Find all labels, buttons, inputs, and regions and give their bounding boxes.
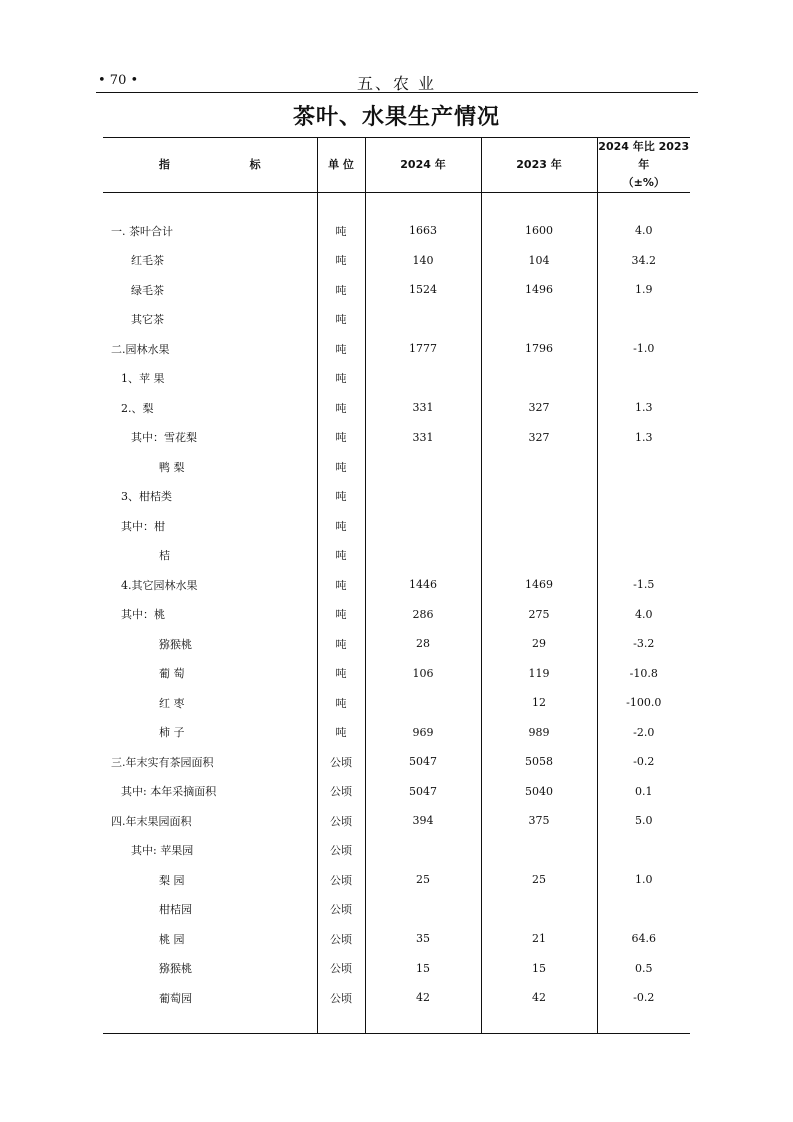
data-table-container bbox=[103, 137, 690, 1034]
table-row bbox=[103, 275, 690, 305]
row-2023-cell bbox=[481, 836, 597, 866]
row-change-cell bbox=[597, 895, 690, 925]
row-2023-cell: 29 bbox=[481, 629, 597, 659]
row-2024-cell: 15 bbox=[365, 954, 481, 984]
row-2024-cell bbox=[365, 836, 481, 866]
table-row bbox=[103, 659, 690, 689]
row-2024-cell: 1777 bbox=[365, 334, 481, 364]
row-2023-cell: 21 bbox=[481, 924, 597, 954]
row-unit-cell: 吨 bbox=[317, 334, 365, 364]
row-change-cell: 1.3 bbox=[597, 423, 690, 453]
row-unit-cell: 公顷 bbox=[317, 924, 365, 954]
row-indicator-cell: 四.年末果园面积 bbox=[111, 814, 192, 828]
row-2023-cell: 119 bbox=[481, 659, 597, 689]
row-change-cell: -1.5 bbox=[597, 570, 690, 600]
table-row bbox=[103, 747, 690, 777]
table-row bbox=[103, 836, 690, 866]
row-2023-cell bbox=[481, 895, 597, 925]
row-2024-cell bbox=[365, 541, 481, 571]
row-indicator-cell: 3、柑桔类 bbox=[121, 490, 172, 504]
row-unit-cell: 吨 bbox=[317, 364, 365, 394]
row-unit-cell: 吨 bbox=[317, 246, 365, 276]
row-indicator-cell: 2.、梨 bbox=[121, 401, 154, 415]
row-2024-cell: 286 bbox=[365, 600, 481, 630]
row-2023-cell bbox=[481, 452, 597, 482]
table-row bbox=[103, 364, 690, 394]
column-header-indicator bbox=[103, 138, 317, 193]
row-unit-cell: 吨 bbox=[317, 423, 365, 453]
row-2023-cell: 5058 bbox=[481, 747, 597, 777]
row-2023-cell bbox=[481, 541, 597, 571]
row-2024-cell bbox=[365, 482, 481, 512]
row-2023-cell: 25 bbox=[481, 865, 597, 895]
row-change-cell: -0.2 bbox=[597, 983, 690, 1013]
table-row bbox=[103, 452, 690, 482]
row-unit-cell: 公顷 bbox=[317, 954, 365, 984]
indicator-header-b: 标 bbox=[249, 158, 261, 171]
row-2024-cell bbox=[365, 688, 481, 718]
row-2023-cell: 1469 bbox=[481, 570, 597, 600]
row-indicator-cell: 绿毛茶 bbox=[131, 283, 164, 297]
row-2024-cell: 1663 bbox=[365, 216, 481, 246]
row-change-cell: 5.0 bbox=[597, 806, 690, 836]
section-header: 五、农 业 bbox=[356, 74, 437, 93]
row-2024-cell: 5047 bbox=[365, 747, 481, 777]
header-rule bbox=[96, 92, 698, 93]
row-2023-cell: 327 bbox=[481, 423, 597, 453]
row-indicator-cell: 三.年末实有茶园面积 bbox=[111, 755, 214, 769]
change-header-line1: 2024 年比 2023 年 bbox=[598, 140, 690, 171]
row-indicator-cell: 葡萄园 bbox=[159, 991, 192, 1005]
tea-fruit-production-table bbox=[103, 137, 690, 1034]
table-row bbox=[103, 541, 690, 571]
row-2023-cell: 12 bbox=[481, 688, 597, 718]
row-change-cell: 0.5 bbox=[597, 954, 690, 984]
row-2023-cell: 104 bbox=[481, 246, 597, 276]
row-unit-cell: 吨 bbox=[317, 600, 365, 630]
row-indicator-cell: 猕猴桃 bbox=[159, 962, 192, 976]
table-row bbox=[103, 482, 690, 512]
row-indicator-cell: 柿 子 bbox=[159, 726, 185, 740]
row-change-cell bbox=[597, 305, 690, 335]
page-title: 茶叶、水果生产情况 bbox=[292, 104, 500, 130]
row-unit-cell: 吨 bbox=[317, 629, 365, 659]
table-row bbox=[103, 688, 690, 718]
row-indicator-cell: 红毛茶 bbox=[131, 254, 164, 268]
row-change-cell: 0.1 bbox=[597, 777, 690, 807]
table-header-row bbox=[103, 138, 690, 193]
row-change-cell: 1.0 bbox=[597, 865, 690, 895]
row-indicator-cell: 4.其它园林水果 bbox=[121, 578, 198, 592]
row-unit-cell: 吨 bbox=[317, 541, 365, 571]
table-row bbox=[103, 216, 690, 246]
row-2024-cell: 140 bbox=[365, 246, 481, 276]
row-unit-cell: 吨 bbox=[317, 688, 365, 718]
row-indicator-cell: 桔 bbox=[159, 549, 170, 563]
row-2024-cell: 394 bbox=[365, 806, 481, 836]
table-row bbox=[103, 777, 690, 807]
table-row bbox=[103, 954, 690, 984]
row-2024-cell: 969 bbox=[365, 718, 481, 748]
row-unit-cell: 吨 bbox=[317, 393, 365, 423]
table-row bbox=[103, 423, 690, 453]
row-unit-cell: 吨 bbox=[317, 452, 365, 482]
row-indicator-cell: 其中：柑 bbox=[121, 519, 165, 533]
row-indicator-cell: 猕猴桃 bbox=[159, 637, 192, 651]
row-change-cell bbox=[597, 836, 690, 866]
row-2024-cell: 28 bbox=[365, 629, 481, 659]
row-indicator-cell: 红 枣 bbox=[159, 696, 185, 710]
row-2024-cell: 331 bbox=[365, 423, 481, 453]
row-indicator-cell: 桃 园 bbox=[159, 932, 185, 946]
row-unit-cell: 公顷 bbox=[317, 983, 365, 1013]
row-2023-cell: 327 bbox=[481, 393, 597, 423]
row-indicator-cell: 梨 园 bbox=[159, 873, 185, 887]
row-indicator-cell: 其中: 苹果园 bbox=[131, 844, 194, 858]
table-bottom-row bbox=[103, 1013, 690, 1034]
table-row bbox=[103, 393, 690, 423]
change-header-line2: （±%） bbox=[622, 176, 665, 189]
row-unit-cell: 公顷 bbox=[317, 806, 365, 836]
table-row bbox=[103, 600, 690, 630]
row-indicator-cell: 其中：桃 bbox=[121, 608, 165, 622]
row-2024-cell bbox=[365, 305, 481, 335]
row-indicator-cell: 1、苹 果 bbox=[121, 372, 165, 386]
row-2024-cell: 331 bbox=[365, 393, 481, 423]
row-2023-cell: 1496 bbox=[481, 275, 597, 305]
row-2024-cell: 1446 bbox=[365, 570, 481, 600]
row-2024-cell bbox=[365, 364, 481, 394]
column-header-2024: 2024 年 bbox=[365, 138, 481, 193]
row-2023-cell: 275 bbox=[481, 600, 597, 630]
row-indicator-cell: 其中: 本年采摘面积 bbox=[121, 785, 217, 799]
row-unit-cell: 公顷 bbox=[317, 747, 365, 777]
table-row bbox=[103, 718, 690, 748]
row-2024-cell: 42 bbox=[365, 983, 481, 1013]
row-change-cell: -10.8 bbox=[597, 659, 690, 689]
row-unit-cell: 吨 bbox=[317, 305, 365, 335]
row-change-cell bbox=[597, 452, 690, 482]
row-unit-cell: 公顷 bbox=[317, 895, 365, 925]
row-change-cell: -3.2 bbox=[597, 629, 690, 659]
column-header-unit: 单 位 bbox=[317, 138, 365, 193]
row-2023-cell: 989 bbox=[481, 718, 597, 748]
row-indicator-cell: 二.园林水果 bbox=[111, 342, 170, 356]
row-2024-cell: 35 bbox=[365, 924, 481, 954]
table-spacer-row bbox=[103, 193, 690, 217]
row-change-cell bbox=[597, 541, 690, 571]
table-row bbox=[103, 305, 690, 335]
row-unit-cell: 吨 bbox=[317, 659, 365, 689]
table-row bbox=[103, 629, 690, 659]
row-unit-cell: 公顷 bbox=[317, 865, 365, 895]
row-2024-cell: 5047 bbox=[365, 777, 481, 807]
row-unit-cell: 公顷 bbox=[317, 777, 365, 807]
table-row bbox=[103, 334, 690, 364]
row-2024-cell: 1524 bbox=[365, 275, 481, 305]
table-row bbox=[103, 895, 690, 925]
row-2023-cell: 1796 bbox=[481, 334, 597, 364]
row-change-cell: 1.3 bbox=[597, 393, 690, 423]
row-2024-cell bbox=[365, 895, 481, 925]
row-indicator-cell: 葡 萄 bbox=[159, 667, 185, 681]
row-indicator-cell: 一. 茶叶合计 bbox=[111, 224, 173, 238]
row-change-cell bbox=[597, 482, 690, 512]
row-unit-cell: 吨 bbox=[317, 511, 365, 541]
table-row bbox=[103, 865, 690, 895]
row-2023-cell: 5040 bbox=[481, 777, 597, 807]
row-change-cell: -1.0 bbox=[597, 334, 690, 364]
row-unit-cell: 吨 bbox=[317, 216, 365, 246]
row-indicator-cell: 其它茶 bbox=[131, 313, 164, 327]
table-row bbox=[103, 570, 690, 600]
row-change-cell: 64.6 bbox=[597, 924, 690, 954]
row-2023-cell bbox=[481, 364, 597, 394]
row-indicator-cell: 柑桔园 bbox=[159, 903, 192, 917]
row-2023-cell: 15 bbox=[481, 954, 597, 984]
row-change-cell: -2.0 bbox=[597, 718, 690, 748]
row-indicator-cell: 鸭 梨 bbox=[159, 460, 185, 474]
table-row bbox=[103, 511, 690, 541]
row-change-cell: 34.2 bbox=[597, 246, 690, 276]
row-2023-cell: 1600 bbox=[481, 216, 597, 246]
row-indicator-cell: 其中：雪花梨 bbox=[131, 431, 197, 445]
row-change-cell: -100.0 bbox=[597, 688, 690, 718]
row-change-cell: 4.0 bbox=[597, 600, 690, 630]
row-2023-cell: 42 bbox=[481, 983, 597, 1013]
row-change-cell: -0.2 bbox=[597, 747, 690, 777]
row-2023-cell bbox=[481, 482, 597, 512]
row-change-cell bbox=[597, 511, 690, 541]
row-2024-cell: 25 bbox=[365, 865, 481, 895]
row-2023-cell bbox=[481, 305, 597, 335]
table-row bbox=[103, 924, 690, 954]
row-unit-cell: 公顷 bbox=[317, 836, 365, 866]
row-2023-cell: 375 bbox=[481, 806, 597, 836]
table-row bbox=[103, 246, 690, 276]
row-change-cell bbox=[597, 364, 690, 394]
row-2024-cell: 106 bbox=[365, 659, 481, 689]
column-header-change bbox=[597, 138, 690, 193]
row-2023-cell bbox=[481, 511, 597, 541]
row-unit-cell: 吨 bbox=[317, 482, 365, 512]
row-change-cell: 4.0 bbox=[597, 216, 690, 246]
row-change-cell: 1.9 bbox=[597, 275, 690, 305]
row-unit-cell: 吨 bbox=[317, 275, 365, 305]
table-row bbox=[103, 983, 690, 1013]
row-2024-cell bbox=[365, 452, 481, 482]
row-2024-cell bbox=[365, 511, 481, 541]
row-unit-cell: 吨 bbox=[317, 718, 365, 748]
table-row bbox=[103, 806, 690, 836]
column-header-2023: 2023 年 bbox=[481, 138, 597, 193]
row-unit-cell: 吨 bbox=[317, 570, 365, 600]
page-number: • 70 • bbox=[98, 73, 139, 88]
indicator-header-a: 指 bbox=[158, 158, 170, 171]
